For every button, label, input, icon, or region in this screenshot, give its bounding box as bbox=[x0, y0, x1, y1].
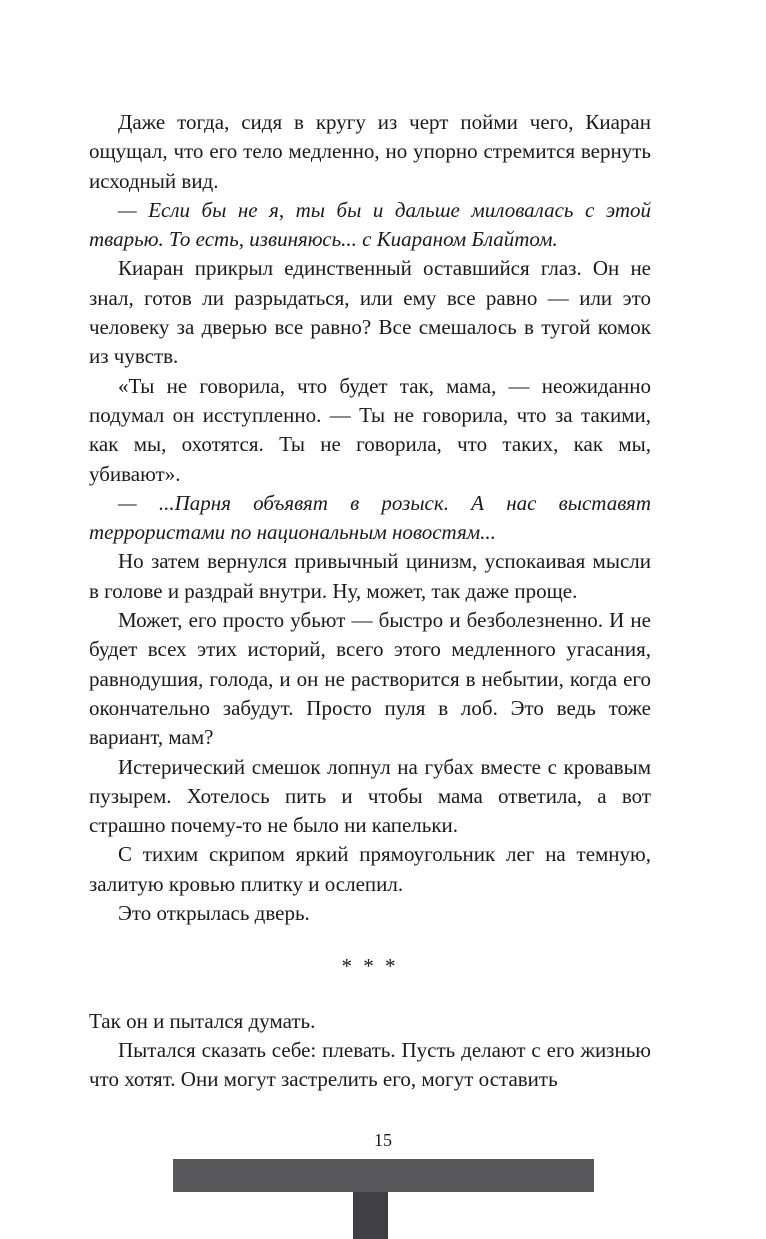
paragraph: Так он и пытался думать. bbox=[89, 1008, 316, 1033]
paragraph: Но затем вернулся привычный цинизм, успокаивая мысли в голове и раздрай внутри. Ну, может, так даже проще. bbox=[89, 549, 651, 603]
footer-tab bbox=[353, 1192, 388, 1239]
page-number: 15 bbox=[374, 1130, 392, 1150]
paragraph: Истерический смешок лопнул на губах вместе с кровавым пузырем. Хотелось пить и чтобы мама ответила, а вот страшно почему-то не было ни капельки. bbox=[89, 754, 651, 838]
paragraph: «Ты не говорила, что будет так, мама, — неожиданно подумал он исступленно. — Ты не говорила, что за такими, как мы, охотятся. Ты не говорила, что таких, как мы, убивают». bbox=[89, 373, 651, 486]
footer-bar bbox=[173, 1159, 594, 1192]
paragraph: Может, его просто убьют — быстро и безболезненно. И не будет всех этих историй, всего этого медленного угасания, равнодушия, голода, и он не растворится в небытии, когда его окончательно забудут. Просто пуля в лоб. Это ведь тоже вариант, мам? bbox=[89, 608, 651, 750]
page-body bbox=[89, 108, 651, 1095]
dialogue-line: — ...Парня объявят в розыск. А нас выставят террористами по национальным новостям... bbox=[89, 490, 651, 545]
paragraph: Это открылась дверь. bbox=[118, 901, 310, 926]
paragraph: С тихим скрипом яркий прямоугольник лег на темную, залитую кровью плитку и ослепил. bbox=[89, 842, 651, 896]
section-separator: * * * bbox=[341, 954, 399, 979]
paragraph: Киаран прикрыл единственный оставшийся глаз. Он не знал, готов ли разрыдаться, или ему все равно — или это человеку за дверью все равно? Все смешалось в тугой комок из чувств. bbox=[89, 256, 651, 369]
paragraph: Даже тогда, сидя в кругу из черт пойми чего, Киаран ощущал, что его тело медленно, но упорно стремится вернуть исходный вид. bbox=[89, 110, 651, 193]
dialogue-line: — Если бы не я, ты бы и дальше миловалась с этой тварью. То есть, извиняюсь... с Киараном Блайтом. bbox=[89, 197, 651, 252]
paragraph: Пытался сказать себе: плевать. Пусть делают с его жизнью что хотят. Они могут застрелить его, могут оставить bbox=[89, 1037, 651, 1092]
